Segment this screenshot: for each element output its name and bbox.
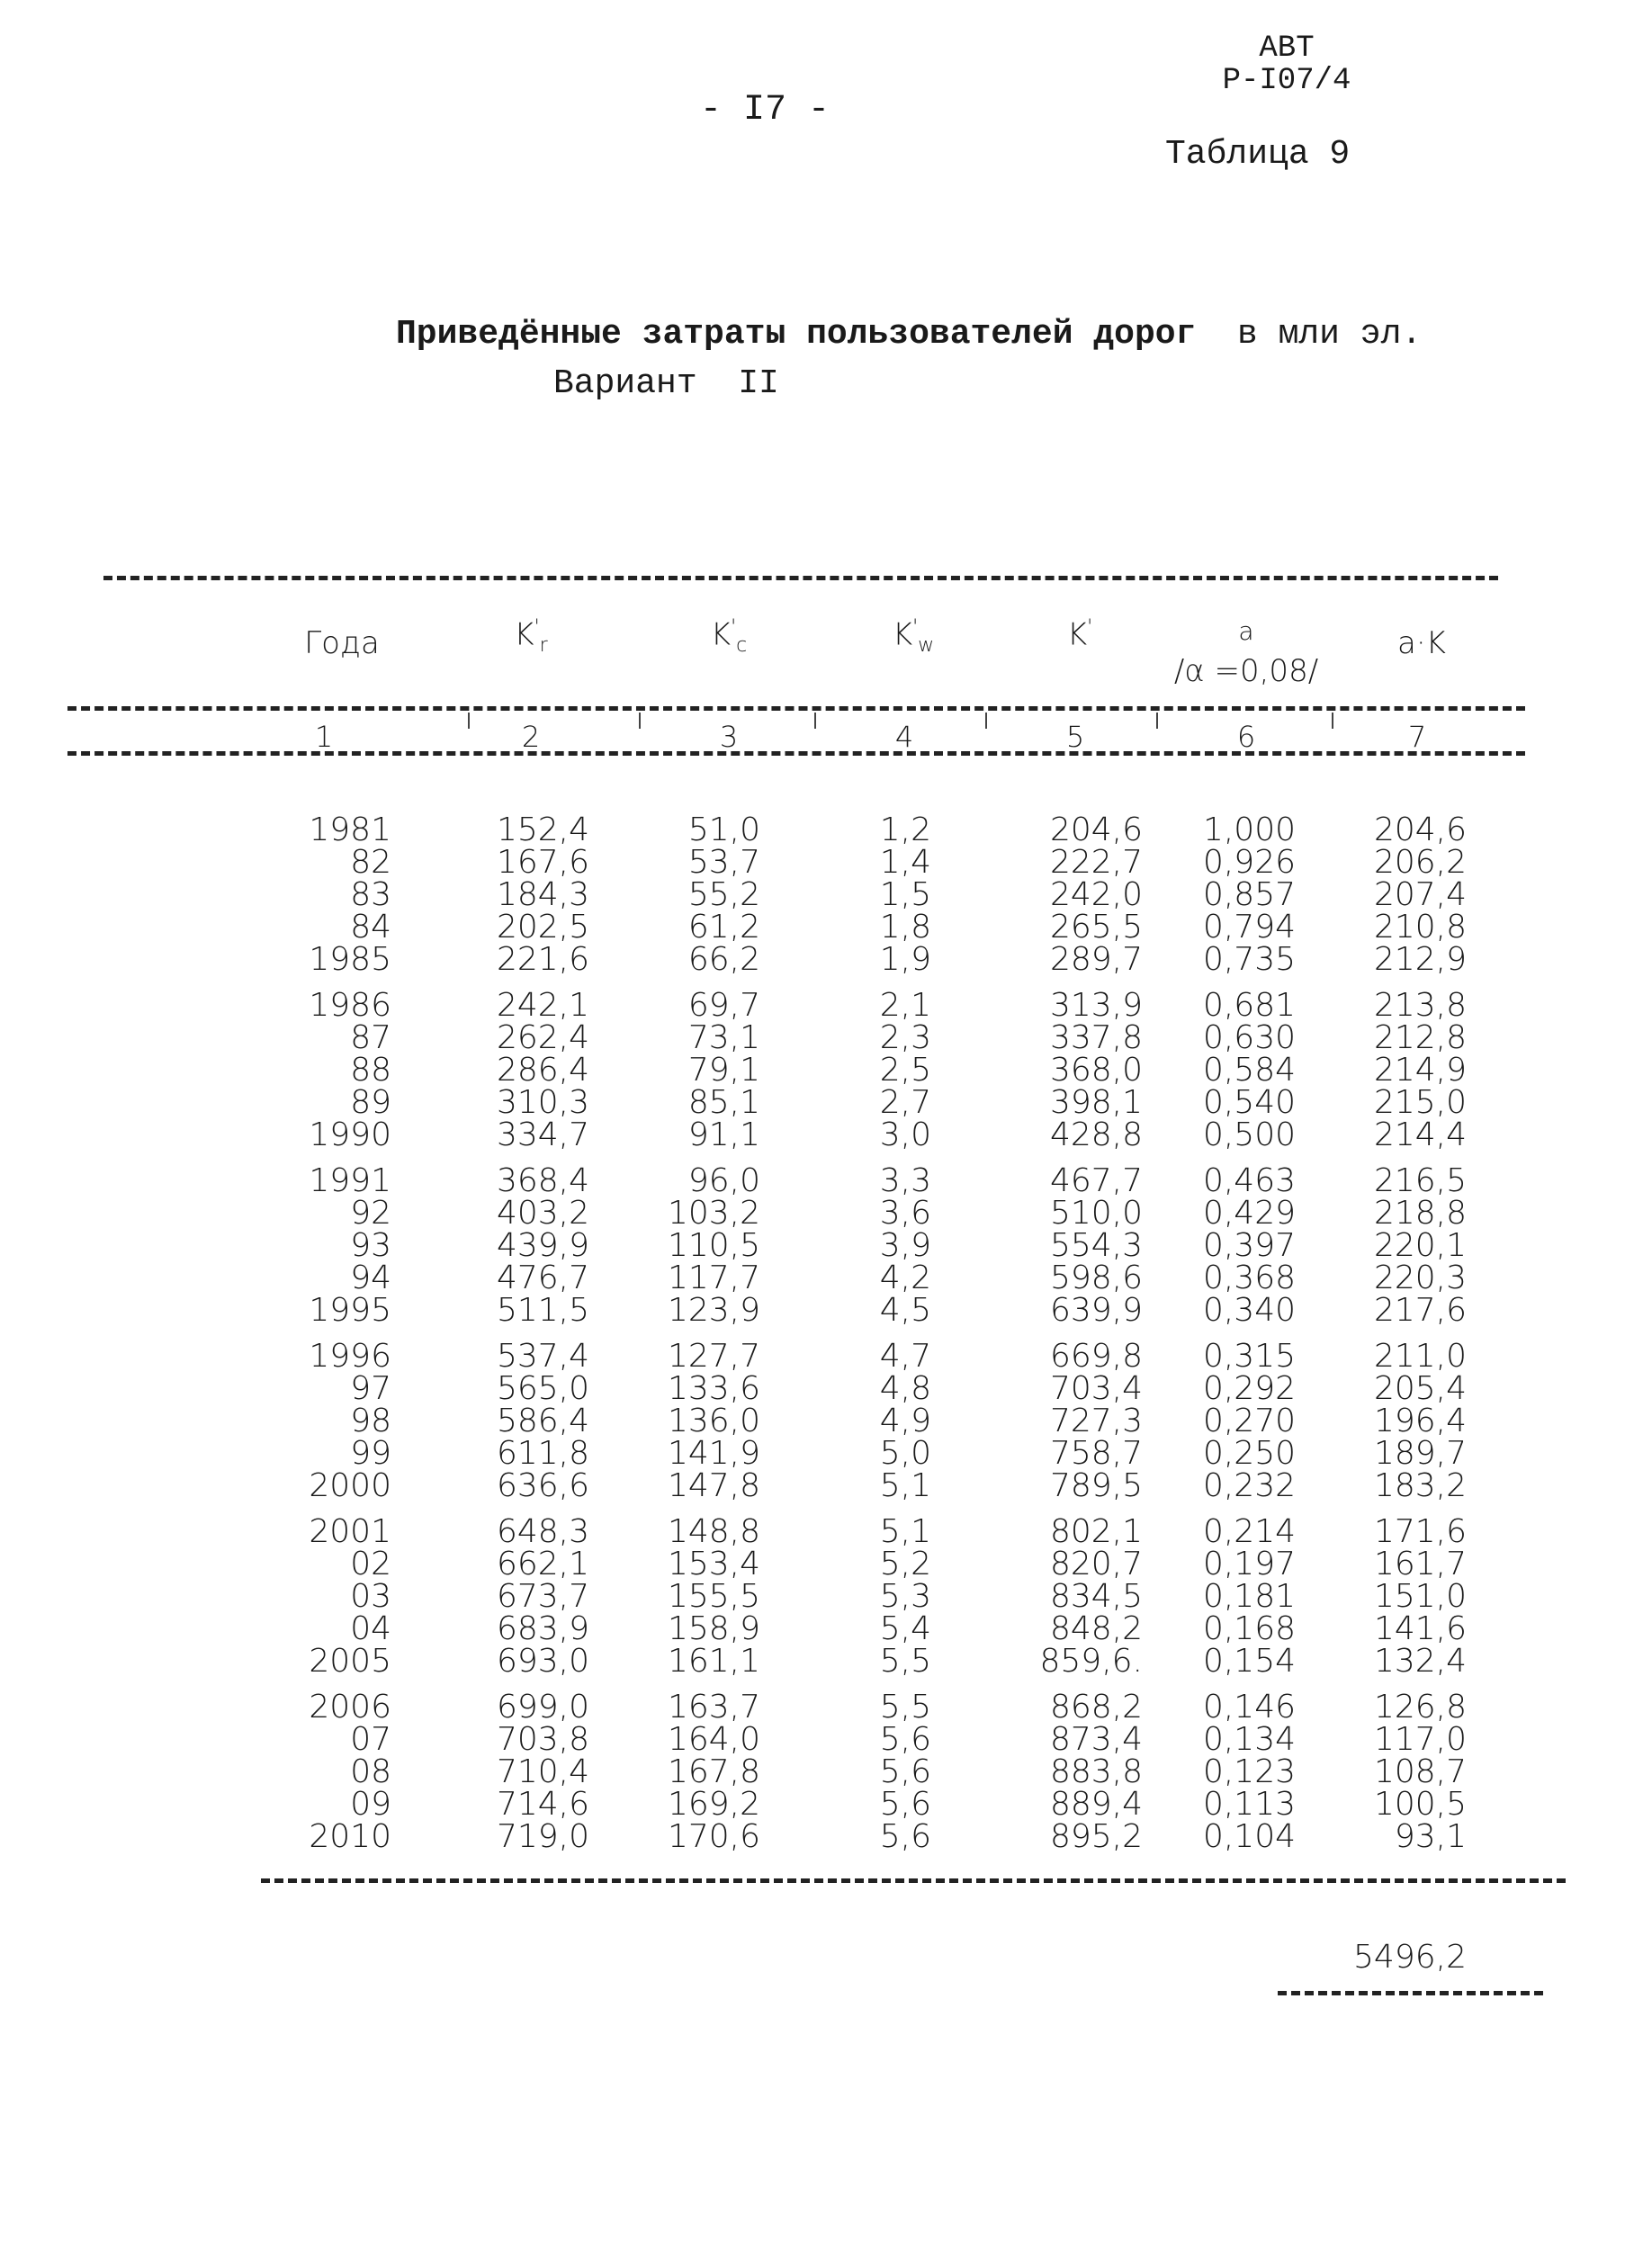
ak-cell: 204,6 <box>1373 811 1467 848</box>
kr-cell: 439,9 <box>496 1227 589 1264</box>
kr-cell: 262,4 <box>496 1019 589 1056</box>
year-cell: 03 <box>350 1578 391 1615</box>
title-part-2: пользователей дорог <box>806 315 1197 354</box>
discount-cell: 0,500 <box>1202 1116 1296 1153</box>
kc-cell: 61,2 <box>687 909 760 946</box>
kc-cell: 148,8 <box>667 1513 760 1550</box>
discount-cell: 0,134 <box>1202 1721 1296 1758</box>
kw-cell: 5,1 <box>879 1467 931 1504</box>
column-separator <box>814 713 816 729</box>
total-value: 5496,2 <box>1353 1939 1467 1976</box>
ak-cell: 218,8 <box>1373 1195 1467 1232</box>
kr-cell: 167,6 <box>496 844 589 881</box>
kw-cell: 1,8 <box>879 909 931 946</box>
year-cell: 07 <box>350 1721 391 1758</box>
discount-cell: 0,123 <box>1202 1753 1296 1790</box>
table-row <box>0 1753 1625 1790</box>
year-cell: 02 <box>350 1546 391 1582</box>
year-cell: 1990 <box>309 1116 391 1153</box>
k-cell: 848,2 <box>1049 1610 1143 1647</box>
header-years <box>270 625 414 661</box>
kc-cell: 136,0 <box>667 1403 760 1439</box>
kc-cell: 169,2 <box>667 1786 760 1823</box>
discount-cell: 0,154 <box>1202 1643 1296 1680</box>
year-cell: 2001 <box>309 1513 391 1550</box>
ak-cell: 141,6 <box>1373 1610 1467 1647</box>
year-cell: 92 <box>350 1195 391 1232</box>
total-underline <box>1278 1991 1543 1995</box>
discount-cell: 0,168 <box>1202 1610 1296 1647</box>
table-row <box>0 1721 1625 1758</box>
year-cell: 08 <box>350 1753 391 1790</box>
year-cell: 88 <box>350 1052 391 1089</box>
ak-cell: 117,0 <box>1373 1721 1467 1758</box>
k-cell: 669,8 <box>1049 1338 1143 1375</box>
header-years-label: Года <box>304 625 380 661</box>
kr-cell: 184,3 <box>496 876 589 913</box>
kc-cell: 117,7 <box>667 1260 760 1296</box>
kr-cell: 662,1 <box>496 1546 589 1582</box>
kw-cell: 5,6 <box>879 1753 931 1790</box>
k-cell: 820,7 <box>1049 1546 1143 1582</box>
kw-cell: 3,3 <box>879 1162 931 1199</box>
kc-cell: 110,5 <box>667 1227 760 1264</box>
table-row <box>0 876 1625 913</box>
kr-cell: 719,0 <box>496 1818 589 1855</box>
ak-cell: 214,4 <box>1373 1116 1467 1153</box>
document-code-line-2: Р-I07/4 <box>1222 64 1351 98</box>
header-k <box>1017 616 1143 652</box>
column-number: 2 <box>521 720 541 754</box>
discount-cell: 0,181 <box>1202 1578 1296 1615</box>
ak-cell: 214,9 <box>1373 1052 1467 1089</box>
kr-cell: 511,5 <box>496 1292 589 1329</box>
kc-cell: 158,9 <box>667 1610 760 1647</box>
k-cell: 467,7 <box>1049 1162 1143 1199</box>
discount-cell: 0,584 <box>1202 1052 1296 1089</box>
header-kw-prime: ' <box>912 616 919 639</box>
year-cell: 1981 <box>309 811 391 848</box>
k-cell: 758,7 <box>1049 1435 1143 1472</box>
kr-cell: 673,7 <box>496 1578 589 1615</box>
table-row <box>0 1262 1625 1295</box>
kw-cell: 4,9 <box>879 1403 931 1439</box>
kw-cell: 5,6 <box>879 1818 931 1855</box>
bottom-rule <box>261 1878 1566 1883</box>
year-cell: 93 <box>350 1227 391 1264</box>
k-cell: 428,8 <box>1049 1116 1143 1153</box>
header-kw-sub: w <box>918 634 935 658</box>
kw-cell: 5,4 <box>879 1610 931 1647</box>
year-cell: 04 <box>350 1610 391 1647</box>
header-kr-sub: r <box>539 634 548 658</box>
k-cell: 789,5 <box>1049 1467 1143 1504</box>
kw-cell: 5,5 <box>879 1689 931 1726</box>
row-group <box>0 987 1625 1153</box>
k-cell: 222,7 <box>1049 844 1143 881</box>
column-number: 7 <box>1407 720 1427 754</box>
kw-cell: 1,2 <box>879 811 931 848</box>
kr-cell: 403,2 <box>496 1195 589 1232</box>
table-row <box>0 1578 1625 1615</box>
discount-cell: 0,857 <box>1202 876 1296 913</box>
kr-cell: 476,7 <box>496 1260 589 1296</box>
title-part-1: Приведённые затраты <box>396 315 807 354</box>
ak-cell: 108,7 <box>1373 1753 1467 1790</box>
kr-cell: 693,0 <box>496 1643 589 1680</box>
document-code <box>1170 32 1404 97</box>
column-separator <box>639 713 641 729</box>
year-cell: 2006 <box>309 1689 391 1726</box>
table-row <box>0 987 1625 1024</box>
kw-cell: 1,4 <box>879 844 931 881</box>
kc-cell: 79,1 <box>687 1052 760 1089</box>
year-cell: 89 <box>350 1084 391 1121</box>
table-row <box>0 1162 1625 1199</box>
kw-cell: 3,6 <box>879 1195 931 1232</box>
kc-cell: 103,2 <box>667 1195 760 1232</box>
discount-cell: 0,197 <box>1202 1546 1296 1582</box>
year-cell: 94 <box>350 1260 391 1296</box>
kc-cell: 66,2 <box>687 941 760 978</box>
row-group <box>0 811 1625 978</box>
k-cell: 398,1 <box>1049 1084 1143 1121</box>
kw-cell: 3,0 <box>879 1116 931 1153</box>
column-separator <box>1156 713 1158 729</box>
ak-cell: 215,0 <box>1373 1084 1467 1121</box>
kc-cell: 69,7 <box>687 987 760 1024</box>
header-kr <box>468 616 594 657</box>
kc-cell: 73,1 <box>687 1019 760 1056</box>
table-subtitle: Вариант II <box>553 364 779 403</box>
discount-cell: 0,113 <box>1202 1786 1296 1823</box>
year-cell: 2000 <box>309 1467 391 1504</box>
ak-cell: 189,7 <box>1373 1435 1467 1472</box>
column-number: 1 <box>314 720 334 754</box>
year-cell: 83 <box>350 876 391 913</box>
header-kw-main: K <box>892 616 913 653</box>
ak-cell: 213,8 <box>1373 987 1467 1024</box>
year-cell: 97 <box>350 1370 391 1407</box>
kw-cell: 5,6 <box>879 1786 931 1823</box>
kw-cell: 5,2 <box>879 1546 931 1582</box>
discount-cell: 0,540 <box>1202 1084 1296 1121</box>
k-cell: 510,0 <box>1049 1195 1143 1232</box>
ak-cell: 161,7 <box>1373 1546 1467 1582</box>
kc-cell: 133,6 <box>667 1370 760 1407</box>
kc-cell: 91,1 <box>687 1116 760 1153</box>
kc-cell: 96,0 <box>687 1162 760 1199</box>
ak-cell: 205,4 <box>1373 1370 1467 1407</box>
discount-cell: 0,146 <box>1202 1689 1296 1726</box>
ak-cell: 211,0 <box>1373 1338 1467 1375</box>
table-row <box>0 941 1625 978</box>
table-row <box>0 1292 1625 1329</box>
header-discount-bottom: /α =0,08/ <box>1173 653 1319 689</box>
k-cell: 313,9 <box>1049 987 1143 1024</box>
kr-cell: 286,4 <box>496 1052 589 1089</box>
kc-cell: 155,5 <box>667 1578 760 1615</box>
header-discount <box>1143 612 1350 691</box>
row-group <box>0 1691 1625 1853</box>
table-row <box>0 1116 1625 1153</box>
k-cell: 859,6. <box>1039 1643 1143 1680</box>
kc-cell: 141,9 <box>667 1435 760 1472</box>
kc-cell: 161,1 <box>667 1643 760 1680</box>
discount-cell: 0,214 <box>1202 1513 1296 1550</box>
ak-cell: 220,1 <box>1373 1227 1467 1264</box>
title-part-3: в мли эл. <box>1196 315 1423 354</box>
kw-cell: 4,7 <box>879 1338 931 1375</box>
ak-cell: 220,3 <box>1373 1260 1467 1296</box>
kc-cell: 153,4 <box>667 1546 760 1582</box>
discount-cell: 0,340 <box>1202 1292 1296 1329</box>
k-cell: 554,3 <box>1049 1227 1143 1264</box>
k-cell: 895,2 <box>1049 1818 1143 1855</box>
table-row <box>0 1019 1625 1056</box>
kw-cell: 4,5 <box>879 1292 931 1329</box>
year-cell: 1986 <box>309 987 391 1024</box>
table-row <box>0 1227 1625 1264</box>
k-cell: 703,4 <box>1049 1370 1143 1407</box>
ak-cell: 212,8 <box>1373 1019 1467 1056</box>
discount-cell: 0,292 <box>1202 1370 1296 1407</box>
kr-cell: 368,4 <box>496 1162 589 1199</box>
k-cell: 242,0 <box>1049 876 1143 913</box>
header-kr-main: K <box>514 616 534 653</box>
kc-cell: 170,6 <box>667 1818 760 1855</box>
kw-cell: 5,0 <box>879 1435 931 1472</box>
discount-cell: 0,270 <box>1202 1403 1296 1439</box>
table-row <box>0 1405 1625 1438</box>
table-row <box>0 1054 1625 1087</box>
kc-cell: 55,2 <box>687 876 760 913</box>
discount-cell: 0,250 <box>1202 1435 1296 1472</box>
kc-cell: 164,0 <box>667 1721 760 1758</box>
year-cell: 1985 <box>309 941 391 978</box>
table-row <box>0 1548 1625 1581</box>
discount-cell: 0,735 <box>1202 941 1296 978</box>
ak-cell: 100,5 <box>1373 1786 1467 1823</box>
k-cell: 368,0 <box>1049 1052 1143 1089</box>
ak-cell: 212,9 <box>1373 941 1467 978</box>
discount-cell: 0,926 <box>1202 844 1296 881</box>
year-cell: 82 <box>350 844 391 881</box>
header-kr-prime: ' <box>534 616 540 639</box>
discount-cell: 0,104 <box>1202 1818 1296 1855</box>
kw-cell: 1,5 <box>879 876 931 913</box>
kr-cell: 636,6 <box>496 1467 589 1504</box>
kc-cell: 123,9 <box>667 1292 760 1329</box>
kw-cell: 2,5 <box>879 1052 931 1089</box>
ak-cell: 132,4 <box>1373 1643 1467 1680</box>
ak-cell: 151,0 <box>1373 1578 1467 1615</box>
kc-cell: 167,8 <box>667 1753 760 1790</box>
discount-cell: 0,429 <box>1202 1195 1296 1232</box>
header-ak <box>1359 625 1485 661</box>
k-cell: 727,3 <box>1049 1403 1143 1439</box>
kr-cell: 699,0 <box>496 1689 589 1726</box>
year-cell: 1996 <box>309 1338 391 1375</box>
column-separator <box>468 713 470 729</box>
header-rule <box>67 706 1525 711</box>
kr-cell: 586,4 <box>496 1403 589 1439</box>
ak-cell: 171,6 <box>1373 1513 1467 1550</box>
table-row <box>0 911 1625 944</box>
k-cell: 337,8 <box>1049 1019 1143 1056</box>
year-cell: 1991 <box>309 1162 391 1199</box>
header-kc <box>666 616 792 657</box>
row-group <box>0 1340 1625 1502</box>
kr-cell: 221,6 <box>496 941 589 978</box>
table-row <box>0 1610 1625 1647</box>
table-number: Таблица 9 <box>1165 135 1351 174</box>
kw-cell: 4,8 <box>879 1370 931 1407</box>
k-cell: 265,5 <box>1049 909 1143 946</box>
ak-cell: 207,4 <box>1373 876 1467 913</box>
header-kc-sub: c <box>736 634 748 658</box>
k-cell: 598,6 <box>1049 1260 1143 1296</box>
table-row <box>0 1340 1625 1373</box>
year-cell: 99 <box>350 1435 391 1472</box>
ak-cell: 126,8 <box>1373 1689 1467 1726</box>
year-cell: 84 <box>350 909 391 946</box>
kc-cell: 51,0 <box>687 811 760 848</box>
top-rule <box>103 576 1498 580</box>
column-number: 6 <box>1236 720 1256 754</box>
table-row <box>0 1818 1625 1855</box>
kr-cell: 710,4 <box>496 1753 589 1790</box>
kc-cell: 147,8 <box>667 1467 760 1504</box>
k-cell: 834,5 <box>1049 1578 1143 1615</box>
kw-cell: 2,1 <box>879 987 931 1024</box>
ak-cell: 217,6 <box>1373 1292 1467 1329</box>
k-cell: 639,9 <box>1049 1292 1143 1329</box>
ak-cell: 93,1 <box>1394 1818 1467 1855</box>
kr-cell: 683,9 <box>496 1610 589 1647</box>
kc-cell: 53,7 <box>687 844 760 881</box>
kw-cell: 5,5 <box>879 1643 931 1680</box>
discount-cell: 0,681 <box>1202 987 1296 1024</box>
discount-cell: 0,794 <box>1202 909 1296 946</box>
kw-cell: 2,7 <box>879 1084 931 1121</box>
ak-cell: 210,8 <box>1373 909 1467 946</box>
year-cell: 09 <box>350 1786 391 1823</box>
ak-cell: 216,5 <box>1373 1162 1467 1199</box>
kw-cell: 5,1 <box>879 1513 931 1550</box>
k-cell: 883,8 <box>1049 1753 1143 1790</box>
row-group <box>0 1162 1625 1329</box>
kw-cell: 3,9 <box>879 1227 931 1264</box>
header-ak-label: a·K <box>1397 625 1446 661</box>
table-row <box>0 1788 1625 1821</box>
table-row <box>0 844 1625 881</box>
kw-cell: 4,2 <box>879 1260 931 1296</box>
table-row <box>0 1370 1625 1407</box>
discount-cell: 0,397 <box>1202 1227 1296 1264</box>
column-number: 3 <box>719 720 739 754</box>
table-row <box>0 1467 1625 1504</box>
row-group <box>0 1513 1625 1680</box>
table-row <box>0 811 1625 848</box>
year-cell: 98 <box>350 1403 391 1439</box>
k-cell: 802,1 <box>1049 1513 1143 1550</box>
kr-cell: 648,3 <box>496 1513 589 1550</box>
column-separator <box>1332 713 1333 729</box>
table-title <box>396 315 1422 354</box>
discount-cell: 0,232 <box>1202 1467 1296 1504</box>
kr-cell: 703,8 <box>496 1721 589 1758</box>
column-number-rule <box>67 751 1525 756</box>
kw-cell: 1,9 <box>879 941 931 978</box>
year-cell: 1995 <box>309 1292 391 1329</box>
document-code-line-1: АВТ <box>1259 31 1315 66</box>
discount-cell: 0,315 <box>1202 1338 1296 1375</box>
table-row <box>0 1084 1625 1121</box>
table-row <box>0 1691 1625 1724</box>
kr-cell: 242,1 <box>496 987 589 1024</box>
kr-cell: 334,7 <box>496 1116 589 1153</box>
kr-cell: 611,8 <box>496 1435 589 1472</box>
table-row <box>0 1645 1625 1678</box>
ak-cell: 206,2 <box>1373 844 1467 881</box>
kr-cell: 202,5 <box>496 909 589 946</box>
ak-cell: 196,4 <box>1373 1403 1467 1439</box>
k-cell: 873,4 <box>1049 1721 1143 1758</box>
kw-cell: 2,3 <box>879 1019 931 1056</box>
kr-cell: 714,6 <box>496 1786 589 1823</box>
k-cell: 289,7 <box>1049 941 1143 978</box>
discount-cell: 0,368 <box>1202 1260 1296 1296</box>
k-cell: 204,6 <box>1049 811 1143 848</box>
column-number: 5 <box>1065 720 1085 754</box>
header-discount-top: a <box>1238 616 1254 646</box>
ak-cell: 183,2 <box>1373 1467 1467 1504</box>
header-kw <box>850 616 976 657</box>
column-number: 4 <box>894 720 914 754</box>
header-k-prime: ' <box>1087 616 1093 639</box>
discount-cell: 0,630 <box>1202 1019 1296 1056</box>
kw-cell: 5,6 <box>879 1721 931 1758</box>
header-k-main: K <box>1066 616 1088 653</box>
table-row <box>0 1197 1625 1230</box>
kc-cell: 85,1 <box>687 1084 760 1121</box>
kr-cell: 310,3 <box>496 1084 589 1121</box>
discount-cell: 0,463 <box>1202 1162 1296 1199</box>
kc-cell: 127,7 <box>667 1338 760 1375</box>
year-cell: 2005 <box>309 1643 391 1680</box>
year-cell: 87 <box>350 1019 391 1056</box>
k-cell: 868,2 <box>1049 1689 1143 1726</box>
kr-cell: 152,4 <box>496 811 589 848</box>
k-cell: 889,4 <box>1049 1786 1143 1823</box>
header-kc-prime: ' <box>731 616 737 639</box>
kc-cell: 163,7 <box>667 1689 760 1726</box>
kr-cell: 565,0 <box>496 1370 589 1407</box>
header-kc-main: K <box>710 616 732 653</box>
kr-cell: 537,4 <box>496 1338 589 1375</box>
column-separator <box>985 713 987 729</box>
page-number: - I7 - <box>699 90 830 130</box>
kw-cell: 5,3 <box>879 1578 931 1615</box>
discount-cell: 1,000 <box>1202 811 1296 848</box>
table-row <box>0 1513 1625 1550</box>
table-row <box>0 1435 1625 1472</box>
year-cell: 2010 <box>309 1818 391 1855</box>
